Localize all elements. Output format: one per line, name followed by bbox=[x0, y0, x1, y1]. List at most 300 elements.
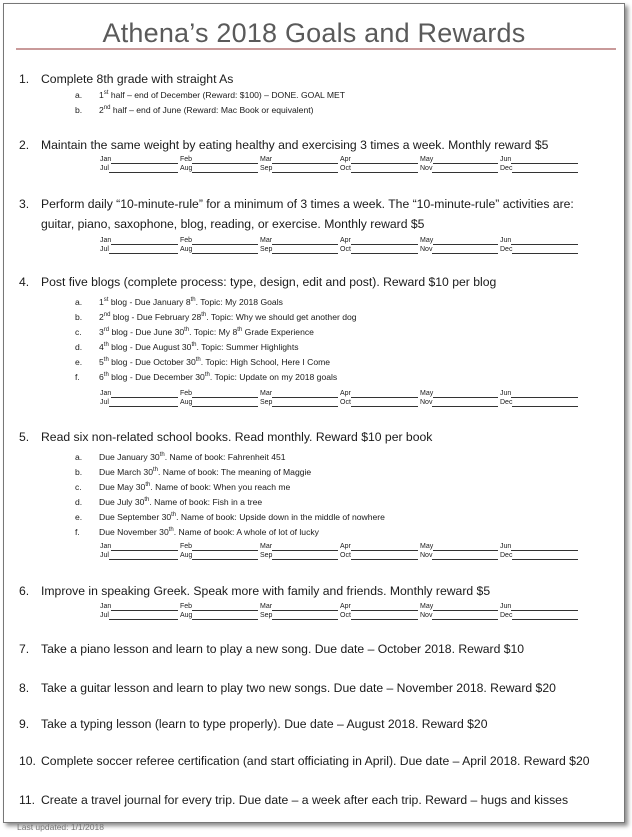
sub-letter: c. bbox=[75, 327, 82, 337]
month-label: May bbox=[420, 237, 434, 244]
month-label: Feb bbox=[180, 237, 193, 244]
month-row bbox=[100, 398, 580, 407]
goal-text: Perform daily “10-minute-rule” for a minimum of 3 times a week. The “10-minute-rule” activities are: bbox=[41, 197, 574, 211]
month-cell bbox=[100, 398, 180, 407]
sub-suffix: st bbox=[103, 297, 109, 304]
month-label: Nov bbox=[420, 552, 433, 559]
goal-text: Take a piano lesson and learn to play a new song. Due date – October 2018. Reward $10 bbox=[41, 642, 525, 656]
month-blank-line bbox=[433, 603, 498, 611]
month-cell bbox=[340, 602, 420, 611]
month-cell bbox=[260, 398, 340, 407]
goal-1-sub-a bbox=[75, 90, 345, 100]
month-blank-line bbox=[511, 237, 578, 245]
month-blank-line bbox=[109, 165, 178, 173]
goal-5 bbox=[19, 430, 432, 444]
blog-item bbox=[75, 357, 330, 367]
month-blank-line bbox=[511, 543, 578, 551]
sub-suffix: th bbox=[184, 327, 190, 334]
goal-4 bbox=[19, 275, 496, 289]
month-blank-line bbox=[109, 552, 178, 560]
month-blank-line bbox=[432, 399, 498, 407]
sub-ordinal: 4 bbox=[99, 342, 104, 352]
sub-suffix: th bbox=[171, 512, 177, 519]
month-label: Aug bbox=[180, 612, 193, 619]
month-blank-line bbox=[109, 246, 178, 254]
month-label: Jun bbox=[500, 603, 512, 610]
goal-3 bbox=[19, 194, 609, 234]
goal-11 bbox=[19, 793, 568, 807]
month-cell bbox=[500, 164, 580, 173]
month-blank-line bbox=[192, 612, 258, 620]
month-cell bbox=[260, 602, 340, 611]
sub-ordinal: 1 bbox=[99, 297, 104, 307]
month-blank-line bbox=[511, 603, 578, 611]
goal-text: Take a guitar lesson and learn to play two new songs. Due date – November 2018. Reward $20 bbox=[41, 681, 556, 695]
month-cell bbox=[420, 551, 500, 560]
month-blank-line bbox=[111, 543, 178, 551]
month-blank-line bbox=[512, 612, 578, 620]
blog-item bbox=[75, 297, 283, 307]
month-label: Sep bbox=[260, 612, 273, 619]
month-label: Jan bbox=[100, 390, 112, 397]
month-cell bbox=[100, 245, 180, 254]
month-cell bbox=[180, 542, 260, 551]
month-blank-line bbox=[432, 612, 498, 620]
goal-number: 7. bbox=[19, 642, 30, 656]
goal-number: 8. bbox=[19, 681, 30, 695]
book-item bbox=[75, 512, 385, 522]
month-tracker bbox=[100, 542, 580, 560]
month-row bbox=[100, 164, 580, 173]
month-row bbox=[100, 245, 580, 254]
month-cell bbox=[500, 602, 580, 611]
sub-text: Due January 30 bbox=[99, 452, 160, 462]
month-cell bbox=[420, 611, 500, 620]
book-item bbox=[75, 527, 319, 537]
month-blank-line bbox=[432, 246, 498, 254]
month-label: Nov bbox=[420, 399, 433, 406]
month-cell bbox=[340, 236, 420, 245]
month-blank-line bbox=[351, 165, 418, 173]
month-cell bbox=[500, 551, 580, 560]
page-title: Athena’s 2018 Goals and Rewards bbox=[102, 18, 526, 48]
month-label: Feb bbox=[180, 156, 193, 163]
month-label: Jul bbox=[100, 246, 109, 253]
month-label: Nov bbox=[420, 246, 433, 253]
month-tracker bbox=[100, 155, 580, 173]
sub-suffix: th bbox=[195, 357, 201, 364]
sub-ordinal: 2 bbox=[99, 312, 104, 322]
month-label: Aug bbox=[180, 552, 193, 559]
sub-text: . Topic: High School, Here I Come bbox=[200, 357, 331, 367]
month-label: Mar bbox=[260, 543, 273, 550]
month-label: Feb bbox=[180, 390, 193, 397]
month-cell bbox=[260, 164, 340, 173]
month-label: May bbox=[420, 390, 434, 397]
blog-item bbox=[75, 327, 314, 337]
goal-number: 4. bbox=[19, 275, 30, 289]
month-blank-line bbox=[351, 603, 418, 611]
goal-text: Improve in speaking Greek. Speak more with family and friends. Monthly reward $5 bbox=[41, 584, 491, 598]
sub-text: . Topic: Summer Highlights bbox=[196, 342, 299, 352]
month-label: Oct bbox=[340, 165, 351, 172]
sub-suffix: th bbox=[237, 327, 243, 334]
last-updated-note: Last updated: 1/1/2018 bbox=[17, 822, 104, 832]
goal-number: 11. bbox=[19, 793, 36, 807]
month-blank-line bbox=[109, 612, 178, 620]
month-label: Oct bbox=[340, 612, 351, 619]
sub-letter: b. bbox=[75, 312, 83, 322]
sub-text: half – end of June (Reward: Mac Book or equivalent) bbox=[110, 105, 314, 115]
goal-number: 10. bbox=[19, 754, 36, 768]
month-cell bbox=[260, 236, 340, 245]
month-cell bbox=[260, 155, 340, 164]
month-cell bbox=[340, 542, 420, 551]
month-label: Jul bbox=[100, 399, 109, 406]
sub-text: blog - Due January 8 bbox=[108, 297, 191, 307]
month-cell bbox=[420, 236, 500, 245]
sub-text: . Name of book: Upside down in the middle of nowhere bbox=[176, 512, 385, 522]
goal-number: 9. bbox=[19, 717, 30, 731]
month-label: Jun bbox=[500, 390, 512, 397]
sub-suffix: th bbox=[152, 467, 158, 474]
sub-letter: c. bbox=[75, 482, 82, 492]
month-cell bbox=[500, 398, 580, 407]
goal-number: 6. bbox=[19, 584, 30, 598]
month-label: Sep bbox=[260, 246, 273, 253]
sub-text: . Name of book: A whole of lot of lucky bbox=[173, 527, 319, 537]
month-label: Apr bbox=[340, 156, 351, 163]
sub-suffix: th bbox=[103, 342, 109, 349]
sub-text: Due September 30 bbox=[99, 512, 172, 522]
month-cell bbox=[100, 155, 180, 164]
sub-text: Due March 30 bbox=[99, 467, 153, 477]
sub-suffix: th bbox=[103, 372, 109, 379]
month-label: Dec bbox=[500, 165, 513, 172]
month-cell bbox=[180, 155, 260, 164]
sub-text: . Topic: My 8 bbox=[189, 327, 238, 337]
month-blank-line bbox=[351, 399, 418, 407]
month-blank-line bbox=[351, 156, 418, 164]
month-blank-line bbox=[109, 399, 178, 407]
month-cell bbox=[500, 389, 580, 398]
sub-ordinal: 2 bbox=[99, 105, 104, 115]
goal-9 bbox=[19, 717, 487, 731]
sub-suffix: nd bbox=[103, 105, 111, 112]
goal-number: 5. bbox=[19, 430, 30, 444]
sub-text: . Topic: Why we should get another dog bbox=[206, 312, 357, 322]
month-label: Sep bbox=[260, 552, 273, 559]
sub-ordinal: 5 bbox=[99, 357, 104, 367]
goal-7 bbox=[19, 642, 524, 656]
goal-1-sub-b bbox=[75, 105, 314, 115]
month-cell bbox=[260, 611, 340, 620]
sub-letter: d. bbox=[75, 342, 83, 352]
month-blank-line bbox=[512, 552, 578, 560]
sub-ordinal: 1 bbox=[99, 90, 104, 100]
month-cell bbox=[420, 542, 500, 551]
book-item bbox=[75, 467, 311, 477]
month-blank-line bbox=[272, 612, 338, 620]
month-label: Mar bbox=[260, 603, 273, 610]
month-cell bbox=[420, 602, 500, 611]
month-blank-line bbox=[192, 543, 258, 551]
sub-letter: a. bbox=[75, 452, 83, 462]
month-label: Apr bbox=[340, 543, 351, 550]
month-label: Nov bbox=[420, 165, 433, 172]
month-blank-line bbox=[272, 399, 338, 407]
sub-text: Due July 30 bbox=[99, 497, 145, 507]
month-blank-line bbox=[512, 165, 578, 173]
sub-suffix: th bbox=[190, 297, 196, 304]
month-cell bbox=[420, 389, 500, 398]
sub-suffix: nd bbox=[103, 312, 111, 319]
month-cell bbox=[100, 602, 180, 611]
book-item bbox=[75, 452, 286, 462]
month-blank-line bbox=[351, 390, 418, 398]
sub-text: . Name of book: The meaning of Maggie bbox=[158, 467, 312, 477]
month-cell bbox=[100, 236, 180, 245]
month-cell bbox=[340, 245, 420, 254]
sub-suffix: th bbox=[159, 452, 165, 459]
month-label: Jul bbox=[100, 165, 109, 172]
sub-text: half – end of December (Reward: $100) – DONE. GOAL MET bbox=[108, 90, 346, 100]
month-label: Sep bbox=[260, 399, 273, 406]
month-cell bbox=[420, 398, 500, 407]
month-blank-line bbox=[192, 246, 258, 254]
month-cell bbox=[100, 611, 180, 620]
month-cell bbox=[100, 164, 180, 173]
month-cell bbox=[100, 389, 180, 398]
month-blank-line bbox=[272, 156, 338, 164]
goal-number: 1. bbox=[19, 72, 30, 86]
month-cell bbox=[420, 155, 500, 164]
month-label: Jan bbox=[100, 156, 112, 163]
month-label: Mar bbox=[260, 390, 273, 397]
month-blank-line bbox=[272, 390, 338, 398]
month-cell bbox=[340, 398, 420, 407]
month-blank-line bbox=[511, 390, 578, 398]
month-blank-line bbox=[272, 603, 338, 611]
goal-text-continued: guitar, piano, saxophone, blog, reading, or exercise. Monthly reward $5 bbox=[41, 217, 425, 231]
month-cell bbox=[260, 542, 340, 551]
month-cell bbox=[340, 551, 420, 560]
goal-text: Complete soccer referee certification (and start officiating in April). Due date – April 2018. Reward $20 bbox=[41, 754, 590, 768]
sub-letter: f. bbox=[75, 372, 80, 382]
goal-text: Take a typing lesson (learn to type properly). Due date – August 2018. Reward $20 bbox=[41, 717, 488, 731]
month-row bbox=[100, 602, 580, 611]
month-blank-line bbox=[192, 399, 258, 407]
month-label: Oct bbox=[340, 552, 351, 559]
month-label: Aug bbox=[180, 165, 193, 172]
month-cell bbox=[340, 155, 420, 164]
book-item bbox=[75, 497, 262, 507]
month-label: Aug bbox=[180, 246, 193, 253]
goal-number: 3. bbox=[19, 197, 30, 211]
sub-text: blog - Due October 30 bbox=[108, 357, 196, 367]
month-cell bbox=[260, 551, 340, 560]
month-label: Jan bbox=[100, 543, 112, 550]
month-blank-line bbox=[272, 165, 338, 173]
month-blank-line bbox=[511, 156, 578, 164]
month-label: Feb bbox=[180, 543, 193, 550]
month-label: Jul bbox=[100, 612, 109, 619]
month-blank-line bbox=[432, 552, 498, 560]
month-row bbox=[100, 551, 580, 560]
month-label: Apr bbox=[340, 237, 351, 244]
sub-text: . Name of book: When you reach me bbox=[150, 482, 291, 492]
month-blank-line bbox=[351, 246, 418, 254]
month-cell bbox=[420, 164, 500, 173]
goal-text: Create a travel journal for every trip. Due date – a week after each trip. Reward – hugs and kisses bbox=[41, 793, 569, 807]
month-label: Feb bbox=[180, 603, 193, 610]
sub-suffix: th bbox=[204, 372, 210, 379]
sub-suffix: th bbox=[191, 342, 197, 349]
goal-1 bbox=[19, 72, 233, 86]
month-tracker bbox=[100, 389, 580, 407]
month-cell bbox=[500, 245, 580, 254]
month-cell bbox=[260, 245, 340, 254]
sub-text: . Topic: My 2018 Goals bbox=[195, 297, 283, 307]
month-label: Dec bbox=[500, 612, 513, 619]
month-cell bbox=[180, 602, 260, 611]
sub-letter: f. bbox=[75, 527, 80, 537]
sub-letter: e. bbox=[75, 512, 83, 522]
month-blank-line bbox=[512, 246, 578, 254]
month-blank-line bbox=[351, 552, 418, 560]
sub-text: blog - Due June 30 bbox=[109, 327, 185, 337]
sub-text: . Topic: Update on my 2018 goals bbox=[209, 372, 338, 382]
month-cell bbox=[180, 245, 260, 254]
month-cell bbox=[500, 542, 580, 551]
month-label: Nov bbox=[420, 612, 433, 619]
month-label: May bbox=[420, 543, 434, 550]
month-blank-line bbox=[272, 543, 338, 551]
month-label: Jan bbox=[100, 603, 112, 610]
sub-text: blog - Due December 30 bbox=[108, 372, 205, 382]
month-label: Jun bbox=[500, 237, 512, 244]
month-row bbox=[100, 155, 580, 164]
month-cell bbox=[340, 389, 420, 398]
month-blank-line bbox=[192, 237, 258, 245]
sub-text: Grade Experience bbox=[242, 327, 314, 337]
month-cell bbox=[180, 164, 260, 173]
sub-text: blog - Due February 28 bbox=[110, 312, 202, 322]
month-blank-line bbox=[192, 156, 258, 164]
sub-ordinal: 3 bbox=[99, 327, 104, 337]
month-blank-line bbox=[192, 165, 258, 173]
month-row bbox=[100, 236, 580, 245]
sub-text: blog - Due August 30 bbox=[108, 342, 192, 352]
month-blank-line bbox=[192, 603, 258, 611]
title-divider bbox=[16, 48, 616, 50]
document-page bbox=[3, 3, 625, 823]
month-cell bbox=[180, 551, 260, 560]
sub-text: Due November 30 bbox=[99, 527, 169, 537]
month-cell bbox=[340, 611, 420, 620]
goal-text: Complete 8th grade with straight As bbox=[41, 72, 234, 86]
month-blank-line bbox=[433, 237, 498, 245]
blog-item bbox=[75, 372, 337, 382]
month-cell bbox=[180, 236, 260, 245]
book-item bbox=[75, 482, 290, 492]
month-label: Jul bbox=[100, 552, 109, 559]
month-label: Apr bbox=[340, 390, 351, 397]
month-blank-line bbox=[272, 246, 338, 254]
month-label: Dec bbox=[500, 552, 513, 559]
month-cell bbox=[420, 245, 500, 254]
sub-suffix: st bbox=[103, 90, 109, 97]
month-blank-line bbox=[111, 390, 178, 398]
month-label: Oct bbox=[340, 399, 351, 406]
month-label: Apr bbox=[340, 603, 351, 610]
month-cell bbox=[500, 611, 580, 620]
goal-text: Post five blogs (complete process: type, design, edit and post). Reward $10 per blog bbox=[41, 275, 497, 289]
month-label: May bbox=[420, 156, 434, 163]
month-cell bbox=[100, 551, 180, 560]
month-blank-line bbox=[192, 552, 258, 560]
month-cell bbox=[180, 398, 260, 407]
sub-suffix: th bbox=[201, 312, 207, 319]
blog-item bbox=[75, 312, 357, 322]
sub-suffix: th bbox=[168, 527, 174, 534]
month-blank-line bbox=[351, 543, 418, 551]
month-label: Dec bbox=[500, 246, 513, 253]
sub-text: . Name of book: Fahrenheit 451 bbox=[164, 452, 286, 462]
sub-letter: d. bbox=[75, 497, 83, 507]
sub-letter: b. bbox=[75, 105, 83, 115]
sub-letter: a. bbox=[75, 90, 83, 100]
sub-letter: b. bbox=[75, 467, 83, 477]
sub-ordinal: 6 bbox=[99, 372, 104, 382]
month-label: Jun bbox=[500, 543, 512, 550]
sub-suffix: rd bbox=[103, 327, 110, 334]
month-row bbox=[100, 389, 580, 398]
goal-number: 2. bbox=[19, 138, 30, 152]
month-row bbox=[100, 542, 580, 551]
sub-letter: e. bbox=[75, 357, 83, 367]
sub-suffix: th bbox=[103, 357, 109, 364]
month-label: Aug bbox=[180, 399, 193, 406]
goal-8 bbox=[19, 681, 556, 695]
month-cell bbox=[500, 155, 580, 164]
goal-10 bbox=[19, 754, 590, 768]
month-row bbox=[100, 611, 580, 620]
month-blank-line bbox=[351, 612, 418, 620]
month-blank-line bbox=[432, 165, 498, 173]
month-blank-line bbox=[111, 237, 178, 245]
sub-suffix: th bbox=[145, 482, 151, 489]
month-label: Sep bbox=[260, 165, 273, 172]
sub-text: . Name of book: Fish in a tree bbox=[149, 497, 263, 507]
month-blank-line bbox=[272, 237, 338, 245]
month-label: Oct bbox=[340, 246, 351, 253]
month-blank-line bbox=[433, 390, 498, 398]
sub-letter: a. bbox=[75, 297, 83, 307]
goal-text: Read six non-related school books. Read monthly. Reward $10 per book bbox=[41, 430, 433, 444]
month-label: May bbox=[420, 603, 434, 610]
month-blank-line bbox=[433, 543, 498, 551]
month-blank-line bbox=[192, 390, 258, 398]
month-tracker bbox=[100, 236, 580, 254]
blog-item bbox=[75, 342, 299, 352]
sub-suffix: th bbox=[144, 497, 150, 504]
month-tracker bbox=[100, 602, 580, 620]
sub-text: Due May 30 bbox=[99, 482, 146, 492]
month-cell bbox=[180, 389, 260, 398]
month-cell bbox=[100, 542, 180, 551]
month-label: Jan bbox=[100, 237, 112, 244]
